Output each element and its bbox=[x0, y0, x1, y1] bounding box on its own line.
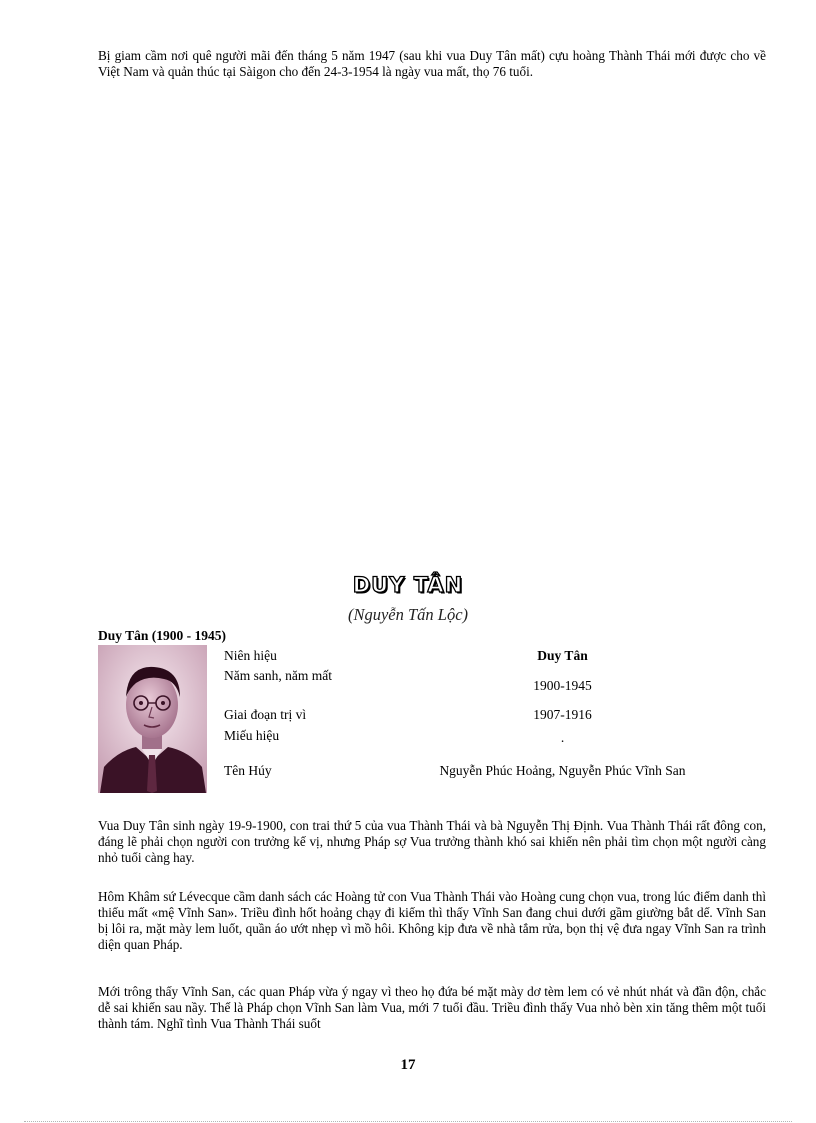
infobox-label-nam-sanh: Năm sanh, năm mất bbox=[224, 668, 332, 683]
infobox-label-ten-huy: Tên Húy bbox=[224, 763, 272, 778]
body-paragraph: Vua Duy Tân sinh ngày 19-9-1900, con trai thứ 5 của vua Thành Thái và bà Nguyễn Thị Định. Vua Thành Thái rất đông con, đáng lẽ phải chọn người con trưởng kế vị, nhưng Pháp sợ Vua trưởng thành khó sai khiến nên phải tìm chọn một người càng nhỏ tuổi càng hay. bbox=[98, 818, 766, 865]
infobox-value-mieu-hieu: . bbox=[560, 730, 565, 745]
infobox-heading: Duy Tân (1900 - 1945) bbox=[98, 628, 227, 643]
body-paragraph: Mới trông thấy Vĩnh San, các quan Pháp vừa ý ngay vì theo họ đứa bé mặt mày dơ tèm lem có vẻ nhút nhát và đần độn, chắc dễ sai khiến sau nầy. Thế là Pháp chọn Vĩnh San làm Vua, mới 7 tuổi đầu. Triều đình thấy Vua nhỏ bèn xin tăng thêm một tuổi thành tám. Nghĩ tình Vua Thành Thái suốt bbox=[98, 984, 766, 1031]
portrait-photo bbox=[98, 645, 207, 793]
chapter-title: DUY TÂN bbox=[352, 573, 464, 597]
footer-divider bbox=[24, 1121, 792, 1122]
infobox-value-nam-sanh: 1900-1945 bbox=[533, 678, 592, 693]
body-paragraph: Hôm Khâm sứ Lévecque cầm danh sách các Hoàng tử con Vua Thành Thái vào Hoàng cung chọn vua, trong lúc điểm danh thì thiếu mất «mệ Vĩnh San». Triều đình hốt hoảng chạy đi kiếm thì thấy Vĩnh San đang chui dưới gầm giường bắt dế. Vĩnh San bị lôi ra, mặt mày lem luốt, quần áo ướt nhẹp vì mồ hôi. Không kịp đưa về nhà tắm rửa, bọn thị vệ đưa ngay Vĩnh San ra trình diện quan Pháp. bbox=[98, 889, 766, 952]
page-number: 17 bbox=[400, 1057, 416, 1073]
king-portrait bbox=[98, 645, 207, 793]
infobox-label-nien-hieu: Niên hiệu bbox=[224, 648, 277, 663]
infobox-label-mieu-hieu: Miếu hiệu bbox=[224, 728, 280, 743]
infobox-value-ten-huy: Nguyễn Phúc Hoảng, Nguyễn Phúc Vĩnh San bbox=[439, 763, 686, 778]
infobox-label-tri-vi: Giai đoạn trị vì bbox=[224, 707, 307, 722]
intro-paragraph: Bị giam cầm nơi quê người mãi đến tháng 5 năm 1947 (sau khi vua Duy Tân mất) cựu hoàng Thành Thái mới được cho về Việt Nam và quản thúc tại Sàigon cho đến 24-3-1954 là ngày vua mất, thọ 76 tuổi. bbox=[98, 48, 766, 79]
infobox-value-tri-vi: 1907-1916 bbox=[533, 707, 592, 722]
chapter-subtitle: (Nguyễn Tấn Lộc) bbox=[347, 605, 469, 624]
infobox-value-nien-hieu: Duy Tân bbox=[537, 648, 588, 663]
